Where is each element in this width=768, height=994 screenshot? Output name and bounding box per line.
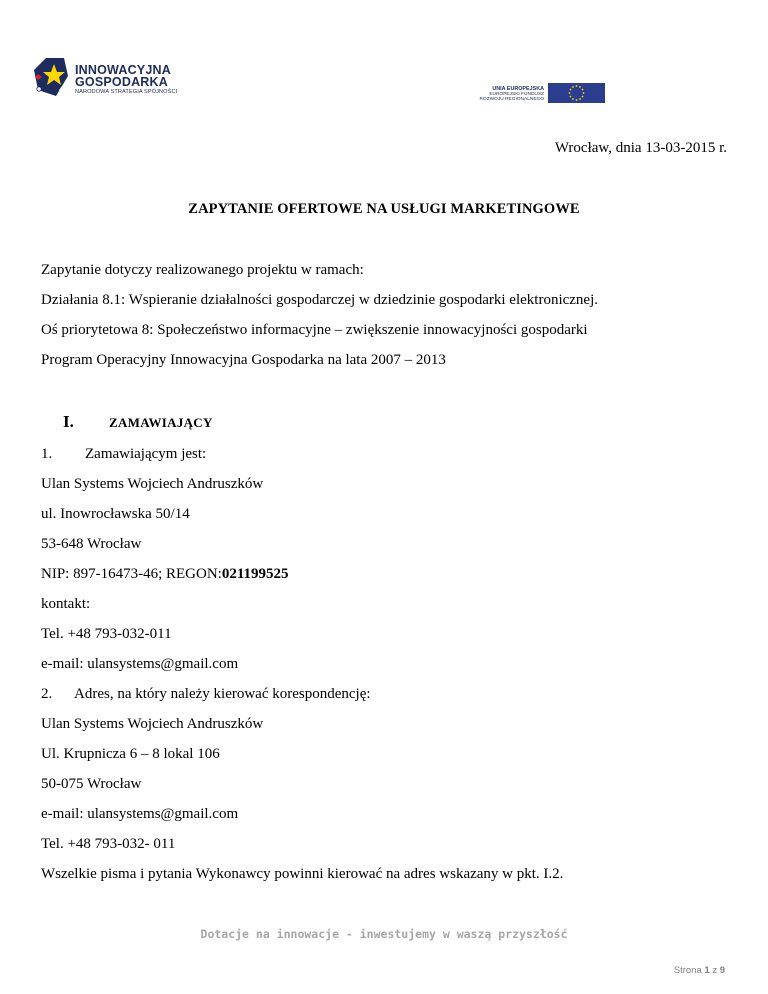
company-street: ul. Inowrocławska 50/14 bbox=[41, 506, 190, 522]
page-number bbox=[674, 965, 725, 976]
ig-logo-line2: GOSPODARKA bbox=[75, 75, 168, 89]
eu-logo-line2: EUROPEJSKI FUNDUSZ bbox=[489, 92, 544, 98]
eu-logo-line3: ROZWOJU REGIONALNEGO bbox=[479, 97, 544, 103]
item-2-text: Adres, na który należy kierować korespondencję: bbox=[74, 686, 371, 702]
intro-line-2: Działania 8.1: Wspieranie działalności gospodarczej w dziedzinie gospodarki elektronicznej. bbox=[41, 292, 599, 308]
ig-logo-line1: INNOWACYJNA bbox=[75, 63, 171, 77]
section-heading bbox=[41, 412, 213, 432]
page-current: 1 bbox=[704, 965, 710, 976]
correspondence-company: Ulan Systems Wojciech Andruszków bbox=[41, 716, 264, 732]
eu-logo-text bbox=[447, 87, 544, 103]
company-name: Ulan Systems Wojciech Andruszków bbox=[41, 476, 264, 492]
eu-flag-icon bbox=[548, 83, 605, 103]
correspondence-email: e-mail: ulansystems@gmail.com bbox=[41, 806, 239, 822]
page-total: 9 bbox=[719, 965, 725, 976]
ig-logo-mark-icon bbox=[32, 56, 74, 98]
item-2 bbox=[41, 686, 371, 703]
contact-label: kontakt: bbox=[41, 596, 91, 612]
correspondence-phone: Tel. +48 793-032- 011 bbox=[41, 836, 176, 852]
innowacyjna-gospodarka-logo bbox=[32, 56, 192, 104]
eu-fund-logo bbox=[447, 83, 607, 105]
document-title: ZAPYTANIE OFERTOWE NA USŁUGI MARKETINGOWE bbox=[188, 201, 580, 217]
correspondence-city: 50-075 Wrocław bbox=[41, 776, 142, 792]
intro-line-1: Zapytanie dotyczy realizowanego projektu w ramach: bbox=[41, 262, 364, 278]
page-label: Strona bbox=[673, 965, 702, 976]
item-1 bbox=[41, 446, 206, 463]
section-number: I. bbox=[63, 412, 74, 431]
correspondence-street: Ul. Krupnicza 6 – 8 lokal 106 bbox=[41, 746, 220, 762]
eu-logo-line1: UNIA EUROPEJSKA bbox=[492, 86, 544, 92]
footer-slogan: Dotacje na innowacje - inwestujemy w waszą przyszłość bbox=[200, 927, 568, 941]
item-1-number: 1. bbox=[41, 446, 53, 462]
intro-line-4: Program Operacyjny Innowacyjna Gospodarka na lata 2007 – 2013 bbox=[41, 352, 446, 368]
intro-line-3: Oś priorytetowa 8: Społeczeństwo informacyjne – zwiększenie innowacyjności gospodarki bbox=[41, 322, 588, 338]
contact-email: e-mail: ulansystems@gmail.com bbox=[41, 656, 239, 672]
item-1-text: Zamawiającym jest: bbox=[85, 446, 207, 462]
correspondence-note: Wszelkie pisma i pytania Wykonawcy powinni kierować na adres wskazany w pkt. I.2. bbox=[41, 866, 564, 882]
page-separator: z bbox=[712, 965, 718, 976]
item-2-number: 2. bbox=[41, 686, 53, 702]
ig-logo-subtitle: NARODOWA STRATEGIA SPÓJNOŚCI bbox=[75, 89, 178, 95]
section-title: ZAMAWIAJĄCY bbox=[109, 415, 213, 430]
regon-number: 021199525 bbox=[221, 566, 289, 582]
company-ids bbox=[41, 566, 289, 583]
ig-logo-title bbox=[75, 64, 171, 88]
contact-phone: Tel. +48 793-032-011 bbox=[41, 626, 172, 642]
nip-text: NIP: 897-16473-46; REGON: bbox=[41, 566, 222, 582]
document-date: Wrocław, dnia 13-03-2015 r. bbox=[554, 140, 727, 156]
company-city: 53-648 Wrocław bbox=[41, 536, 142, 552]
